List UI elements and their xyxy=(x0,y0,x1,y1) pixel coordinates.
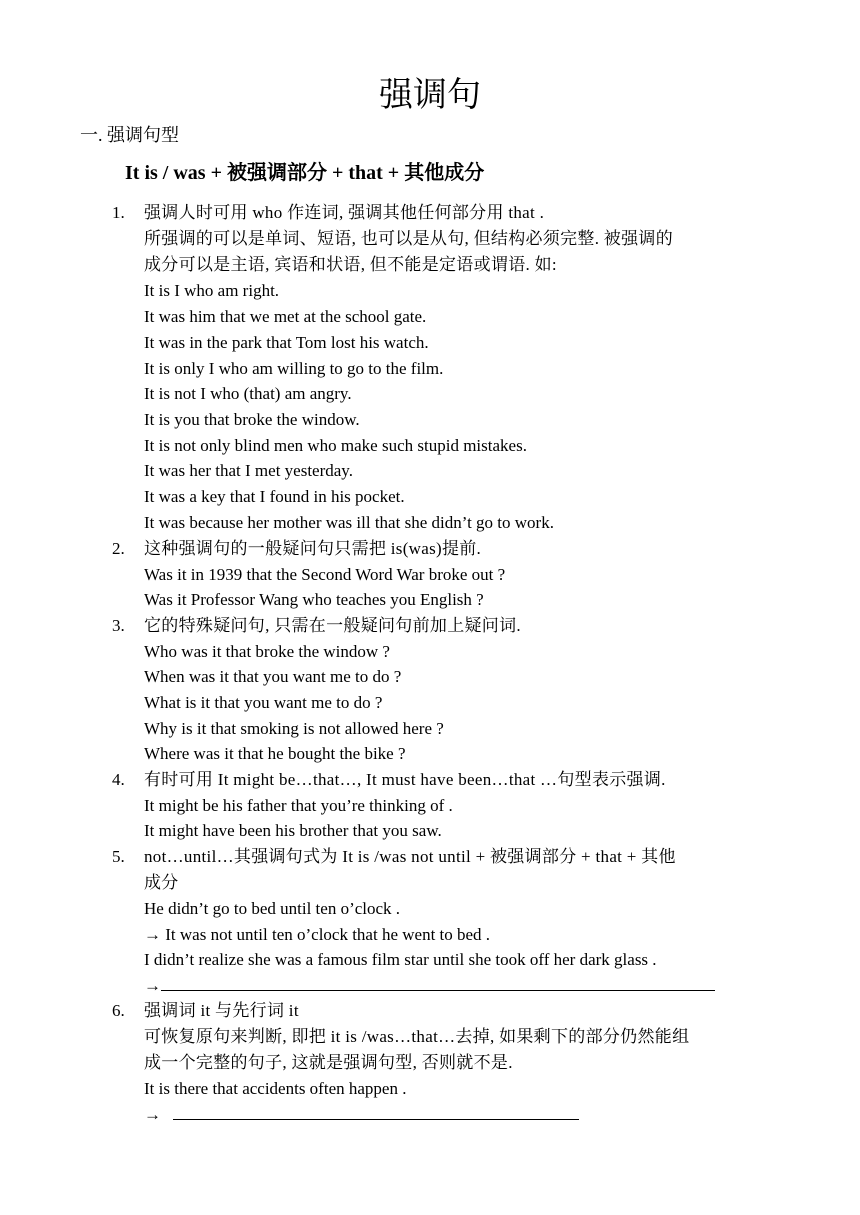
arrow-icon: → xyxy=(144,976,161,995)
item-line: 成分 xyxy=(144,873,179,892)
item-number: 2. xyxy=(112,539,125,558)
answer-blank xyxy=(161,976,715,991)
example-sentence: → It was not until ten o’clock that he went to bed . xyxy=(144,925,491,944)
item-number: 3. xyxy=(112,616,125,635)
example-sentence: It was him that we met at the school gate. xyxy=(144,307,427,326)
item-line: 成一个完整的句子, 这就是强调句型, 否则就不是. xyxy=(144,1053,513,1072)
example-sentence: It is I who am right. xyxy=(144,281,280,300)
example-sentence: It is only I who am willing to go to the film. xyxy=(144,359,444,378)
item-line: 强调词 it 与先行词 it xyxy=(144,1001,299,1020)
example-sentence: It might be his father that you’re thinking of . xyxy=(144,796,453,815)
item-line: not…until…其强调句式为 It is /was not until + 被强调部分 + that + 其他 xyxy=(144,847,676,866)
item-line: 可恢复原句来判断, 即把 it is /was…that…去掉, 如果剩下的部分仍然能组 xyxy=(144,1027,690,1046)
example-sentence: Who was it that broke the window ? xyxy=(144,642,390,661)
example-sentence: Was it in 1939 that the Second Word War broke out ? xyxy=(144,565,506,584)
item-line: 强调人时可用 who 作连词, 强调其他任何部分用 that . xyxy=(144,203,545,222)
example-sentence: It is there that accidents often happen . xyxy=(144,1079,407,1098)
item-number: 1. xyxy=(112,203,125,222)
answer-line xyxy=(144,973,715,999)
section-heading: 一. 强调句型 xyxy=(80,125,179,145)
example-sentence: Was it Professor Wang who teaches you English ? xyxy=(144,590,484,609)
answer-line xyxy=(144,1102,579,1128)
item-number: 6. xyxy=(112,1001,125,1020)
answer-blank xyxy=(173,1105,579,1120)
example-sentence: It was in the park that Tom lost his watch. xyxy=(144,333,429,352)
example-sentence: It is not only blind men who make such stupid mistakes. xyxy=(144,436,527,455)
example-sentence: He didn’t go to bed until ten o’clock . xyxy=(144,899,401,918)
arrow-icon: → xyxy=(144,1105,161,1124)
example-sentence: It was a key that I found in his pocket. xyxy=(144,487,405,506)
formula-line: It is / was + 被强调部分 + that + 其他成分 xyxy=(125,162,485,184)
item-line: 有时可用 It might be…that…, It must have been…that …句型表示强调. xyxy=(144,770,666,789)
item-line: 成分可以是主语, 宾语和状语, 但不能是定语或谓语. 如: xyxy=(144,255,557,274)
example-sentence: It might have been his brother that you saw. xyxy=(144,821,442,840)
example-sentence: It is you that broke the window. xyxy=(144,410,360,429)
example-sentence: Why is it that smoking is not allowed here ? xyxy=(144,719,444,738)
example-sentence: It is not I who (that) am angry. xyxy=(144,384,352,403)
example-sentence: It was because her mother was ill that she didn’t go to work. xyxy=(144,513,554,532)
document-title: 强调句 xyxy=(379,77,481,114)
item-line: 这种强调句的一般疑问句只需把 is(was)提前. xyxy=(144,539,482,558)
example-sentence: It was her that I met yesterday. xyxy=(144,461,353,480)
example-sentence: I didn’t realize she was a famous film star until she took off her dark glass . xyxy=(144,950,657,969)
item-number: 5. xyxy=(112,847,125,866)
example-sentence: Where was it that he bought the bike ? xyxy=(144,744,406,763)
example-sentence: When was it that you want me to do ? xyxy=(144,667,402,686)
example-sentence: What is it that you want me to do ? xyxy=(144,693,383,712)
item-line: 所强调的可以是单词、短语, 也可以是从句, 但结构必须完整. 被强调的 xyxy=(144,229,673,248)
item-line: 它的特殊疑问句, 只需在一般疑问句前加上疑问词. xyxy=(144,616,521,635)
item-number: 4. xyxy=(112,770,125,789)
